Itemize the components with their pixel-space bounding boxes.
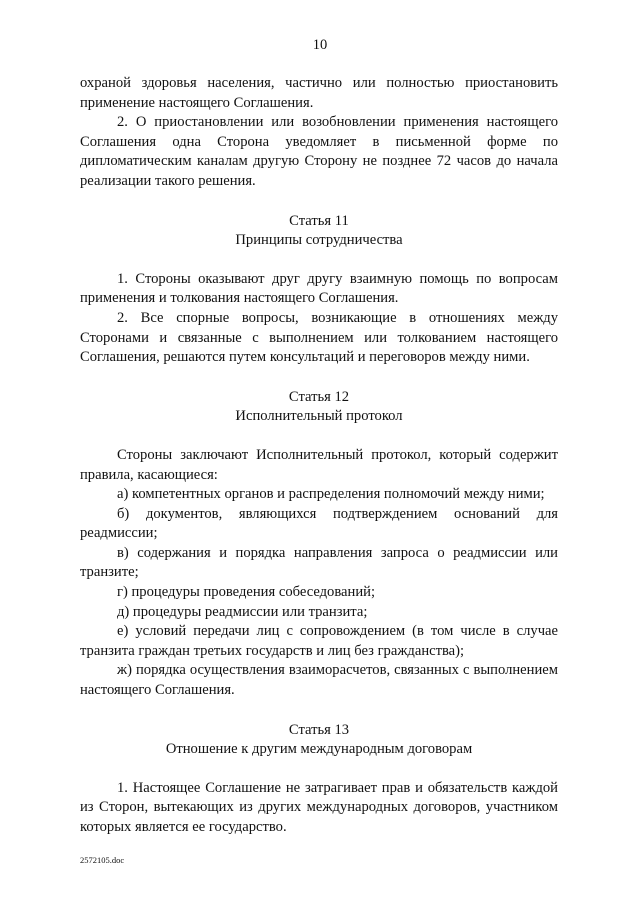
paragraph: 2. Все спорные вопросы, возникающие в отношениях между Сторонами и связанные с выполнением или толкованием настоящего Соглашения, решаются путем консультаций и переговоров между ними. — [80, 309, 558, 366]
list-item: г) процедуры проведения собеседований; — [117, 584, 376, 601]
article-title: Отношение к другим международным договорам — [165, 741, 473, 758]
article-number: Статья 11 — [289, 212, 349, 229]
article-number: Статья 12 — [288, 388, 350, 405]
list-item: д) процедуры реадмиссии или транзита; — [117, 603, 368, 620]
paragraph: Стороны заключают Исполнительный протокол, который содержит правила, касающиеся: — [80, 446, 558, 483]
paragraph: 1. Настоящее Соглашение не затрагивает прав и обязательств каждой из Сторон, вытекающих из других международных договоров, участником которых является ее государство. — [80, 779, 558, 835]
document-body — [80, 74, 558, 838]
paragraph: 2. О приостановлении или возобновлении применения настоящего Соглашения одна Сторона уведомляет в письменной форме по дипломатическим каналам другую Сторону не позднее 72 часов до начала реализации такого решения. — [80, 114, 558, 189]
file-name-footer: 2572105.doc — [80, 855, 125, 865]
paragraph: 1. Стороны оказывают друг другу взаимную помощь по вопросам применения и толкования настоящего Соглашения. — [80, 270, 558, 307]
article-heading — [80, 212, 558, 251]
page-number: 10 — [312, 37, 328, 53]
list-item: в) содержания и порядка направления запроса о реадмиссии или транзите; — [80, 544, 558, 581]
list-item: б) документов, являющихся подтверждением оснований для реадмиссии; — [80, 505, 558, 542]
article-title: Принципы сотрудничества — [235, 232, 403, 249]
list-item: е) условий передачи лиц с сопровождением (в том числе в случае транзита граждан третьих государств и лиц без гражданства); — [80, 623, 558, 659]
article-heading — [80, 721, 558, 760]
article-heading — [80, 388, 558, 427]
article-number: Статья 13 — [288, 721, 350, 738]
paragraph: охраной здоровья населения, частично или полностью приостановить применение настоящего Соглашения. — [80, 75, 558, 111]
list-item: ж) порядка осуществления взаиморасчетов, связанных с выполнением настоящего Соглашения. — [80, 662, 558, 699]
list-item: а) компетентных органов и распределения полномочий между ними; — [117, 486, 545, 503]
article-title: Исполнительный протокол — [235, 408, 403, 425]
